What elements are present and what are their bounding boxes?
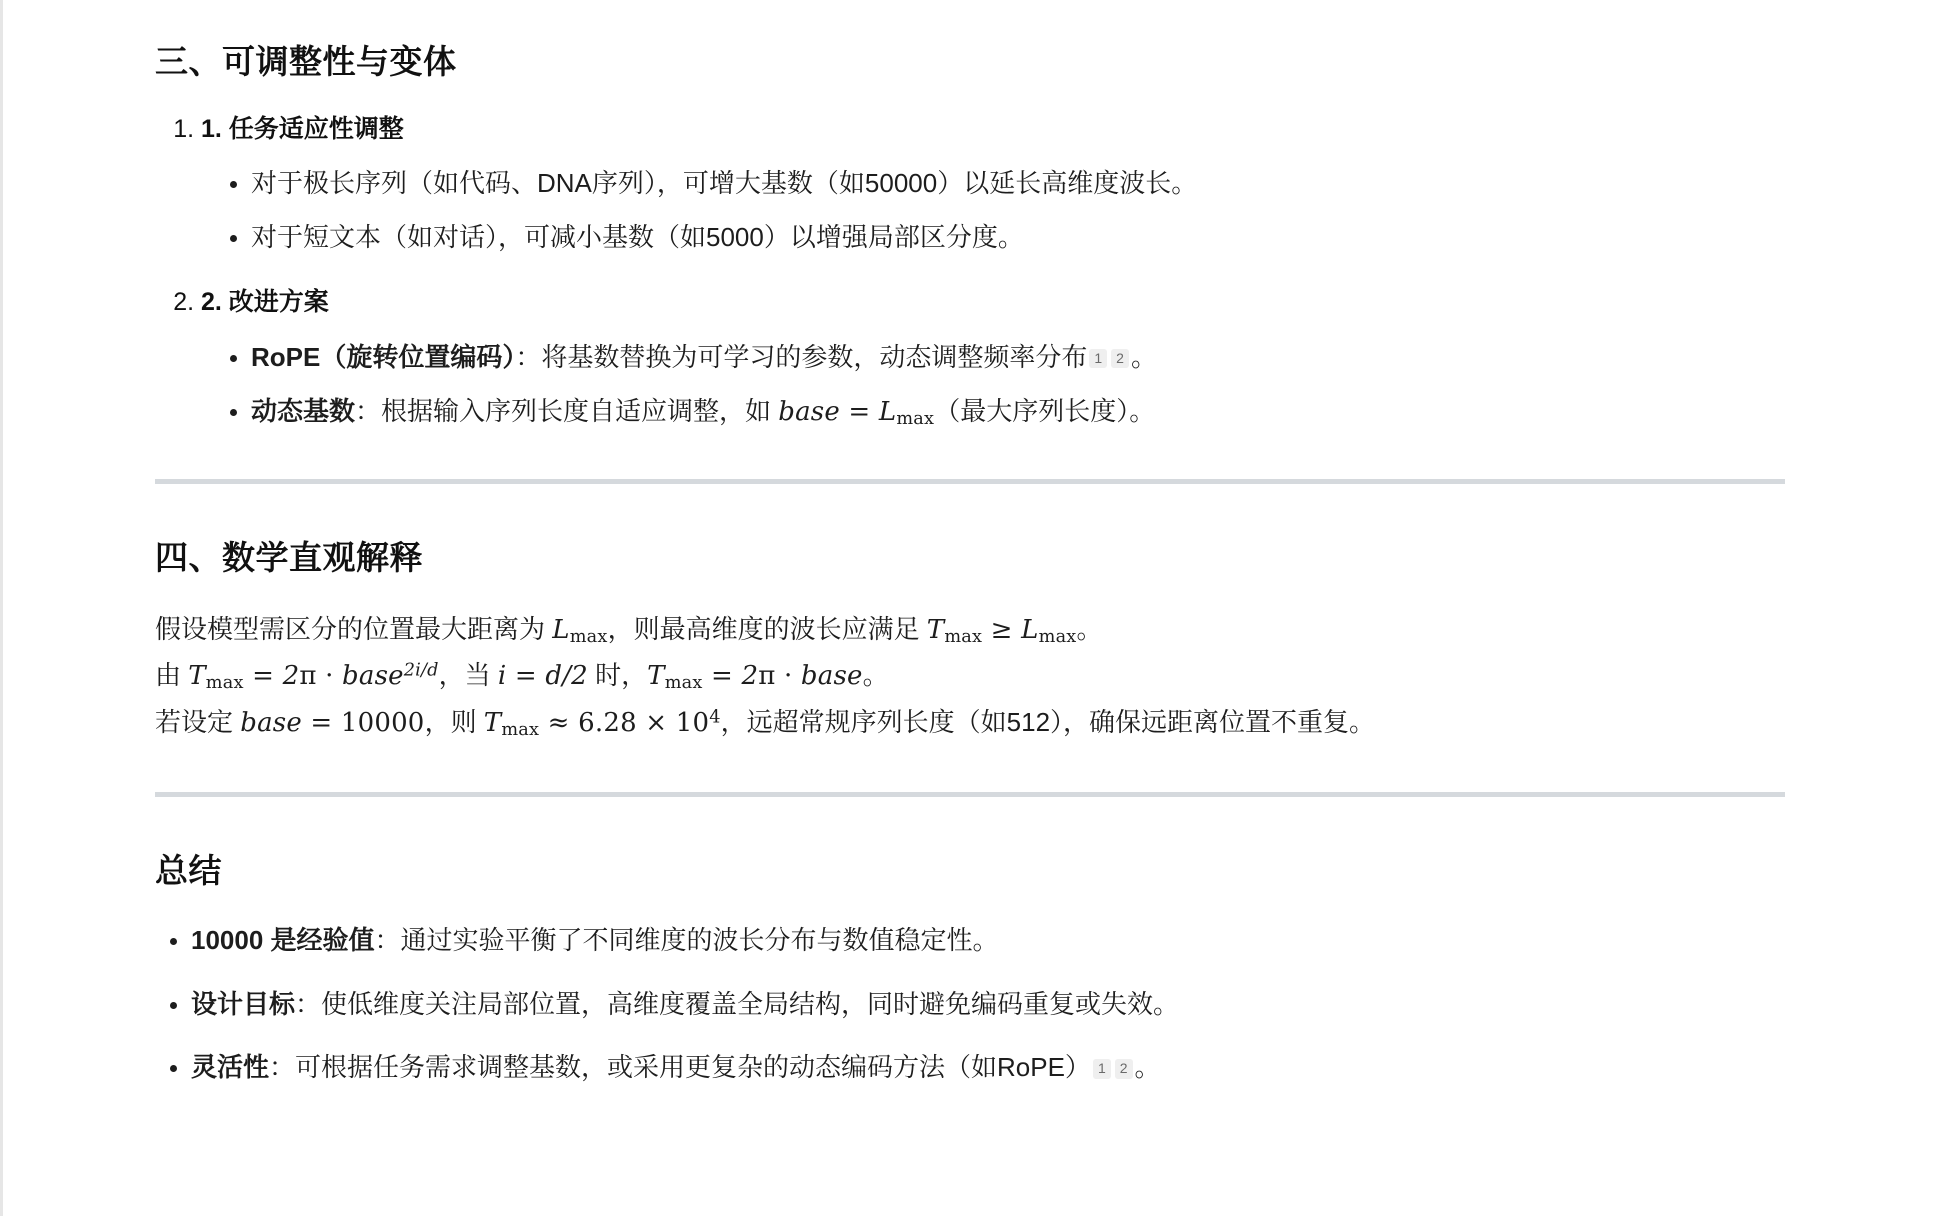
section-divider <box>155 792 1785 797</box>
text-design-goal: ：使低维度关注局部位置，高维度覆盖全局结构，同时避免编码重复或失效。 <box>295 988 1180 1019</box>
list-item-dynamic-base <box>251 390 1784 434</box>
list-item: • 对于短文本（如对话），可减小基数（如5000）以增强局部区分度。 <box>251 216 1784 258</box>
list-item-label: 2. 改进方案 <box>201 288 329 317</box>
page-left-edge <box>0 0 3 1216</box>
list-item: • 对于极长序列（如代码、DNA序列），可增大基数（如50000）以延长高维度波长。 <box>251 162 1784 204</box>
paragraph-line-2 <box>155 653 1784 700</box>
text-dynamic-base-tail: （最大序列长度）。 <box>934 395 1156 426</box>
line2-prefix: 由 <box>155 660 189 691</box>
text-rope-tail: 。 <box>1130 341 1157 372</box>
line3-middle: ，则 <box>424 706 484 737</box>
citation-badge[interactable]: 2 <box>1111 349 1129 369</box>
formula-tmax-2pi-base: $T_{max} = 2\pi$ · base <box>647 661 863 694</box>
line1-middle: ，则最高维度的波长应满足 <box>607 613 927 644</box>
section-title-math-intuition: 四、数学直观解释 <box>155 539 423 577</box>
formula-dynamic-base: base = $L_{max}$ <box>778 396 935 429</box>
bullet-list-improvements <box>201 336 1784 434</box>
text-empirical-value: ：通过实验平衡了不同维度的波长分布与数值稳定性。 <box>374 924 999 955</box>
line1-suffix: 。 <box>1076 613 1103 644</box>
paragraph-line-3 <box>155 700 1784 747</box>
citation-badge[interactable]: 2 <box>1115 1059 1133 1079</box>
term-rope: RoPE（旋转位置编码） <box>251 341 516 372</box>
section-title-adjustability: 三、可调整性与变体 <box>155 43 457 80</box>
list-item-empirical-value <box>191 920 1784 962</box>
list-item-flexibility <box>191 1047 1784 1089</box>
text-rope: ：将基数替换为可学习的参数，动态调整频率分布 <box>515 341 1088 372</box>
citation-badge[interactable]: 1 <box>1093 1059 1111 1079</box>
line3-suffix: ，远超常规序列长度（如512），确保远距离位置不重复。 <box>720 706 1376 737</box>
bullet-list-task-adaptation <box>201 162 1784 258</box>
formula-tmax-def: $T_{max} = 2\pi$ · base$^{2i/d}$ <box>188 660 439 694</box>
list-item-task-adaptation <box>201 111 1784 259</box>
text-flexibility-tail: 。 <box>1134 1052 1161 1083</box>
numbered-list-adjustability <box>155 111 1784 434</box>
formula-tmax-approx: $T_{max} \approx 6.28 \times 10^4$ <box>483 707 721 740</box>
list-item-improvements <box>201 284 1784 433</box>
section-divider <box>155 479 1785 484</box>
text-flexibility: ：可根据任务需求调整基数，或采用更复杂的动态编码方法（如RoPE） <box>269 1052 1091 1083</box>
line3-prefix: 若设定 <box>155 706 241 737</box>
term-flexibility: 灵活性 <box>191 1052 270 1083</box>
formula-i-eq-d2: i = d/2 <box>497 661 588 692</box>
text-dynamic-base: ：根据输入序列长度自适应调整，如 <box>355 395 779 426</box>
list-item-label: 1. 任务适应性调整 <box>201 114 404 143</box>
term-dynamic-base: 动态基数 <box>251 395 356 426</box>
paragraph-line-1 <box>155 607 1784 654</box>
line2-suffix: 。 <box>862 660 889 691</box>
citation-badge[interactable]: 1 <box>1089 349 1107 369</box>
paragraph-math-intuition <box>155 607 1784 747</box>
formula-lmax: $L_{max}$ <box>552 614 608 647</box>
line2-middle2: 时， <box>587 660 648 691</box>
term-empirical-value: 10000 是经验值 <box>191 924 375 955</box>
list-item-rope <box>251 336 1784 378</box>
section-title-summary: 总结 <box>155 852 222 890</box>
formula-tmax-ge-lmax: $T_{max} \ge L_{max}$ <box>926 614 1077 647</box>
term-design-goal: 设计目标 <box>191 988 296 1019</box>
list-item-design-goal <box>191 984 1784 1026</box>
line2-middle: ，当 <box>438 660 498 691</box>
formula-base-10000: base = 10000 <box>240 707 425 738</box>
line1-prefix: 假设模型需区分的位置最大距离为 <box>155 613 553 644</box>
bullet-list-summary <box>155 920 1784 1089</box>
